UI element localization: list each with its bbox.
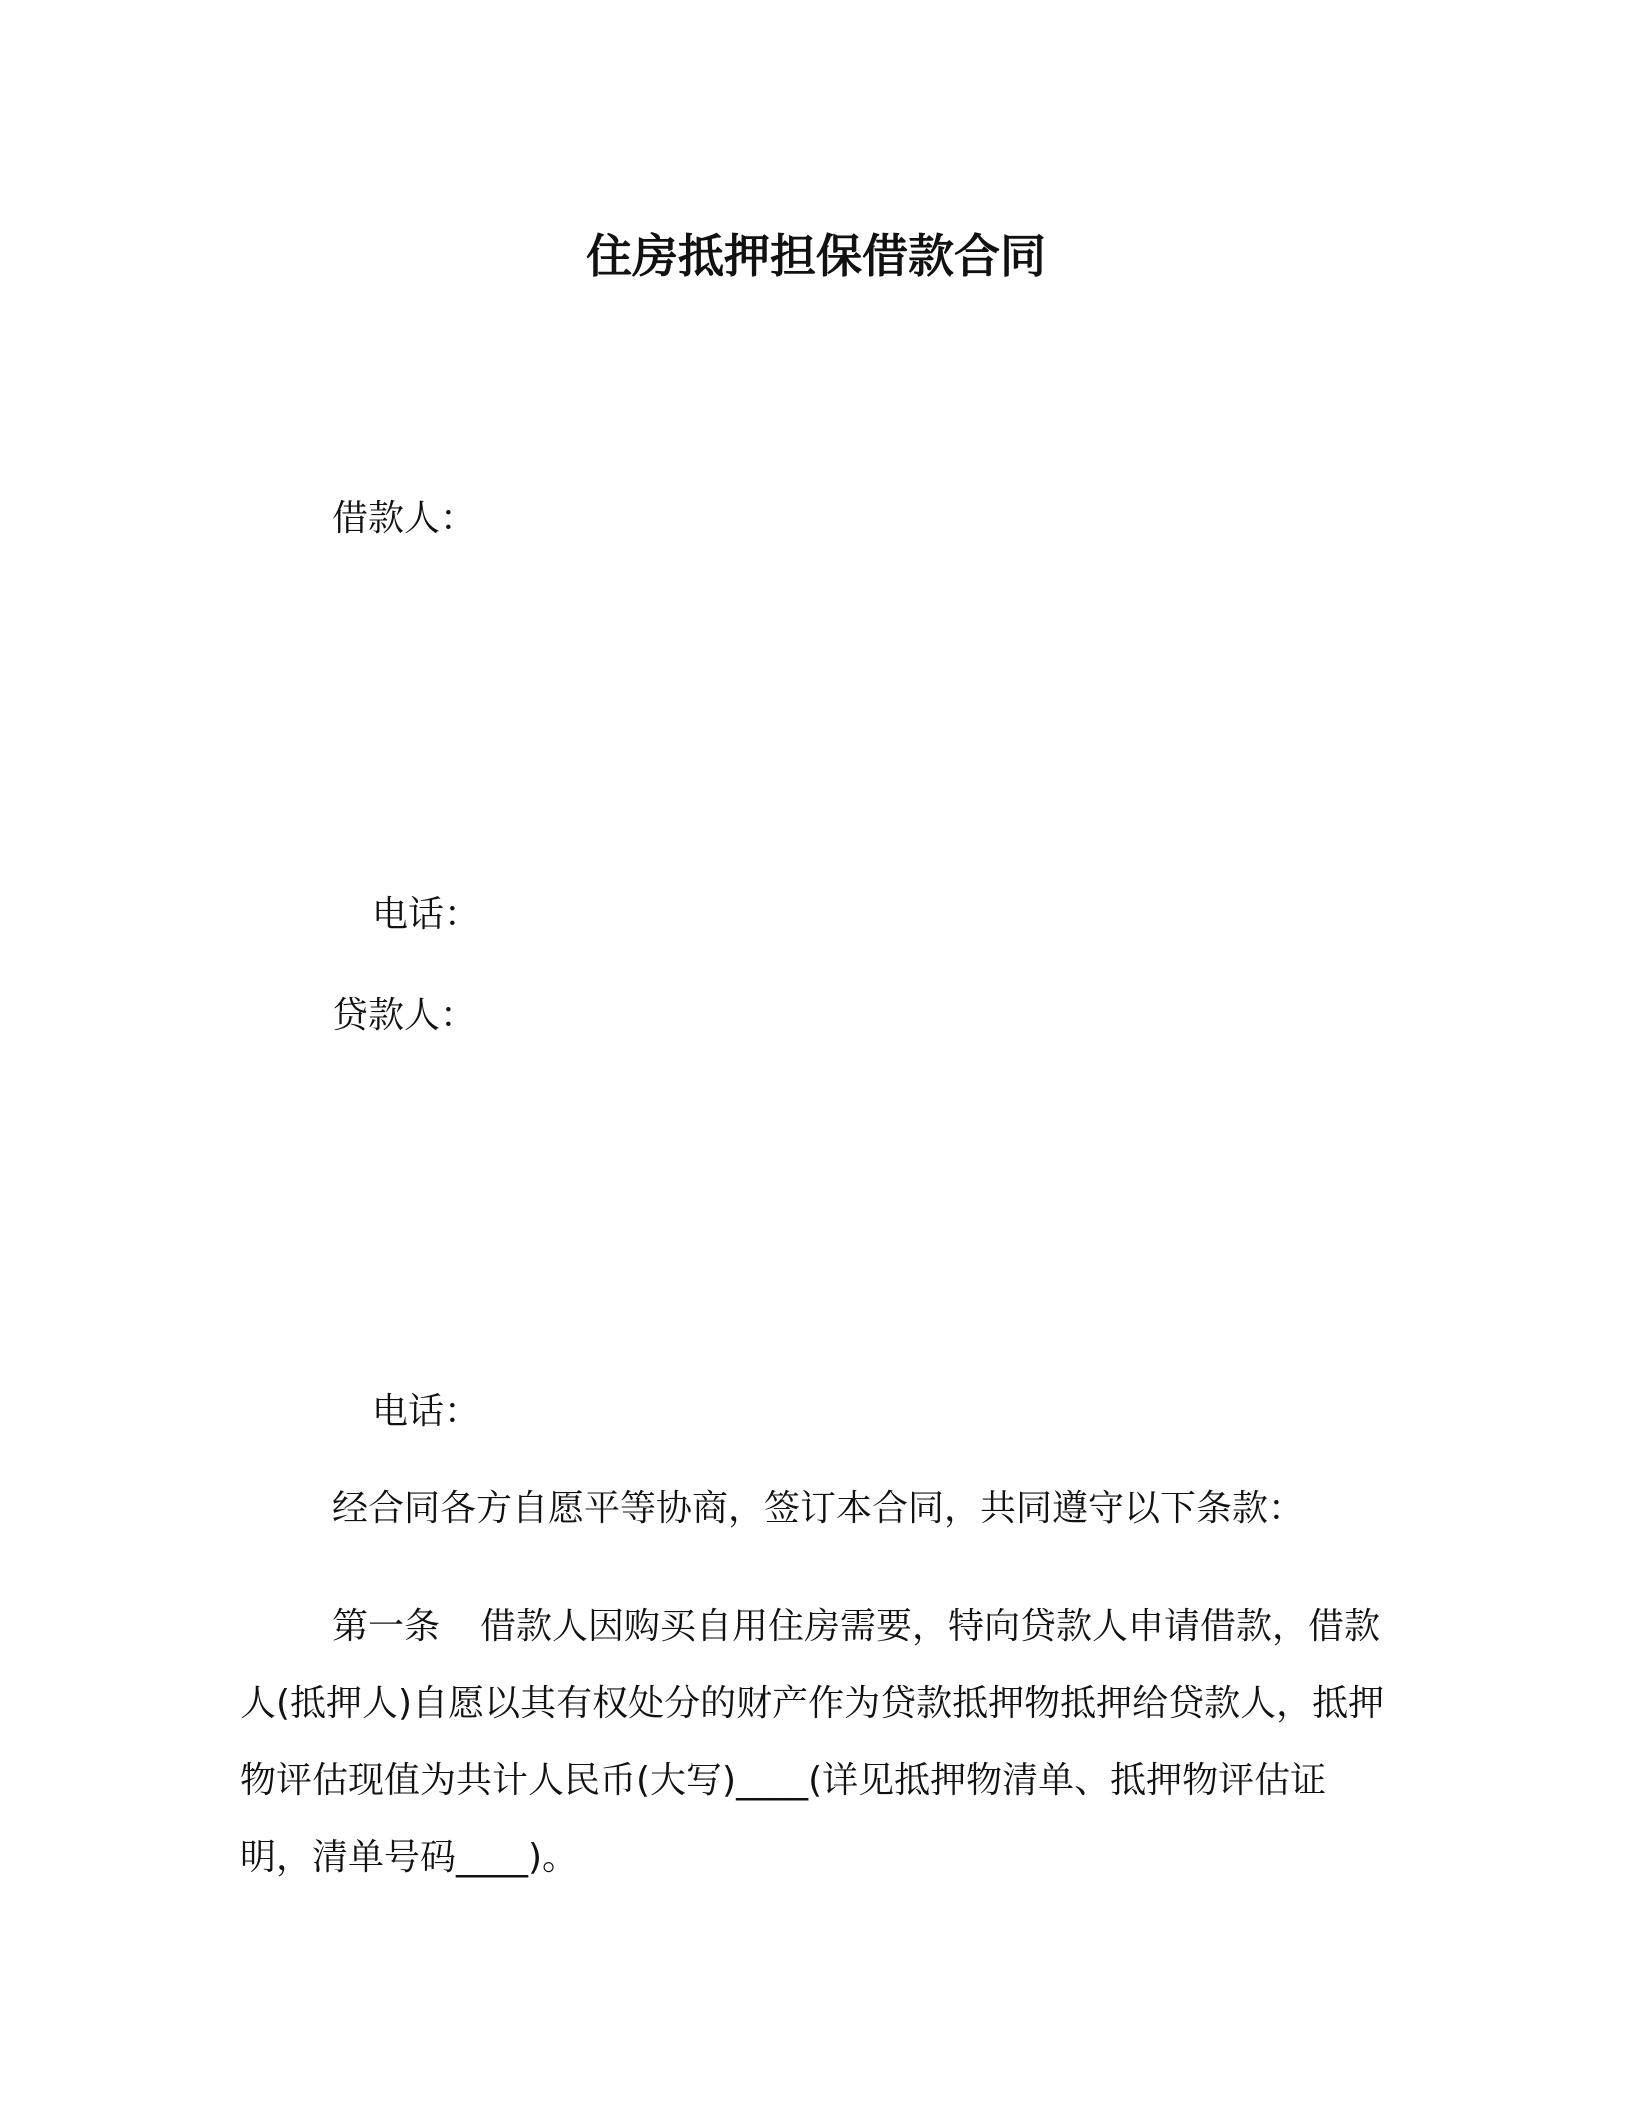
borrower-label: 借款人： <box>332 498 477 539</box>
document-title: 住房抵押担保借款合同 <box>586 229 1046 283</box>
article-1-paragraph <box>240 1588 1385 1896</box>
borrower-phone-label: 电话： <box>372 894 481 935</box>
lender-label: 贷款人： <box>332 995 477 1036</box>
preamble-paragraph: 经合同各方自愿平等协商，签订本合同，共同遵守以下条款： <box>332 1488 1305 1529</box>
article-1-heading: 第一条 <box>332 1606 441 1647</box>
lender-phone-label: 电话： <box>372 1391 481 1432</box>
article-1-text: 借款人因购买自用住房需要，特向贷款人申请借款，借款人(抵押人)自愿以其有权处分的财产作为贷款抵押物抵押给贷款人，抵押物评估现值为共计人民币(大写)____(详见抵押物清单、抵押物评估证明，清单号码____)。 <box>240 1606 1385 1878</box>
